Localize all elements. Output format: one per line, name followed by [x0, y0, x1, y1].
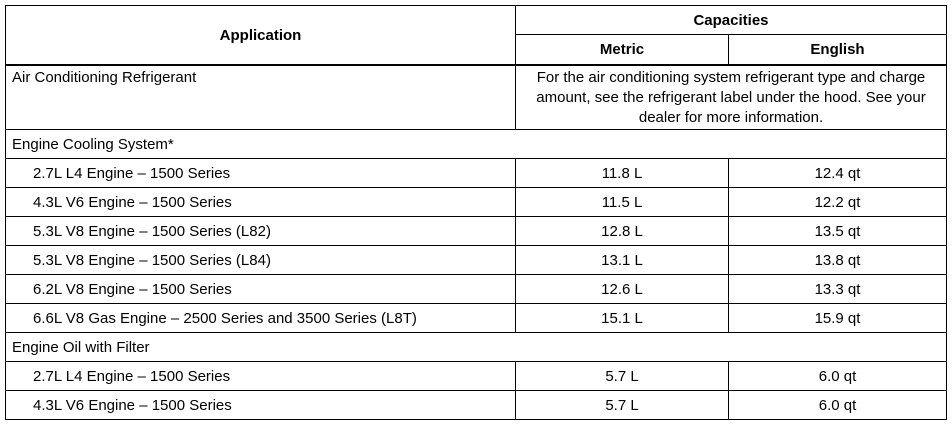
cell-application: 2.7L L4 Engine – 1500 Series	[6, 362, 516, 391]
table-row	[6, 391, 947, 420]
header-english: English	[729, 35, 947, 65]
table-row	[6, 159, 947, 188]
table-header	[6, 6, 947, 66]
cell-metric: 12.6 L	[516, 275, 729, 304]
section-label-cooling: Engine Cooling System*	[6, 130, 947, 159]
header-metric: Metric	[516, 35, 729, 65]
section-row-cooling	[6, 130, 947, 159]
ac-refrigerant-label: Air Conditioning Refrigerant	[6, 65, 516, 130]
ac-refrigerant-note: For the air conditioning system refrigerant type and charge amount, see the refrigerant label under the hood. See your dealer for more information.	[516, 65, 947, 130]
cell-application: 6.2L V8 Engine – 1500 Series	[6, 275, 516, 304]
cell-application: 4.3L V6 Engine – 1500 Series	[6, 391, 516, 420]
header-application: Application	[6, 6, 516, 66]
cell-application: 5.3L V8 Engine – 1500 Series (L82)	[6, 217, 516, 246]
table-row	[6, 188, 947, 217]
cell-english: 13.5 qt	[729, 217, 947, 246]
cell-metric: 5.7 L	[516, 362, 729, 391]
cell-application: 4.3L V6 Engine – 1500 Series	[6, 188, 516, 217]
table-row	[6, 275, 947, 304]
cell-metric: 13.1 L	[516, 246, 729, 275]
table-row	[6, 362, 947, 391]
cell-english: 15.9 qt	[729, 304, 947, 333]
cell-metric: 15.1 L	[516, 304, 729, 333]
section-label-oil: Engine Oil with Filter	[6, 333, 947, 362]
cell-english: 6.0 qt	[729, 391, 947, 420]
cell-metric: 11.5 L	[516, 188, 729, 217]
capacities-table-container	[5, 5, 947, 420]
table-row	[6, 246, 947, 275]
table-row-ac-refrigerant	[6, 65, 947, 130]
capacities-table	[5, 5, 947, 420]
cell-english: 13.8 qt	[729, 246, 947, 275]
header-capacities: Capacities	[516, 6, 947, 35]
cell-application: 2.7L L4 Engine – 1500 Series	[6, 159, 516, 188]
cell-english: 12.4 qt	[729, 159, 947, 188]
cell-english: 13.3 qt	[729, 275, 947, 304]
cell-english: 12.2 qt	[729, 188, 947, 217]
cell-application: 6.6L V8 Gas Engine – 2500 Series and 3500 Series (L8T)	[6, 304, 516, 333]
cell-english: 6.0 qt	[729, 362, 947, 391]
cell-metric: 12.8 L	[516, 217, 729, 246]
cell-metric: 5.7 L	[516, 391, 729, 420]
table-row	[6, 217, 947, 246]
cell-metric: 11.8 L	[516, 159, 729, 188]
section-row-oil	[6, 333, 947, 362]
table-row	[6, 304, 947, 333]
cell-application: 5.3L V8 Engine – 1500 Series (L84)	[6, 246, 516, 275]
